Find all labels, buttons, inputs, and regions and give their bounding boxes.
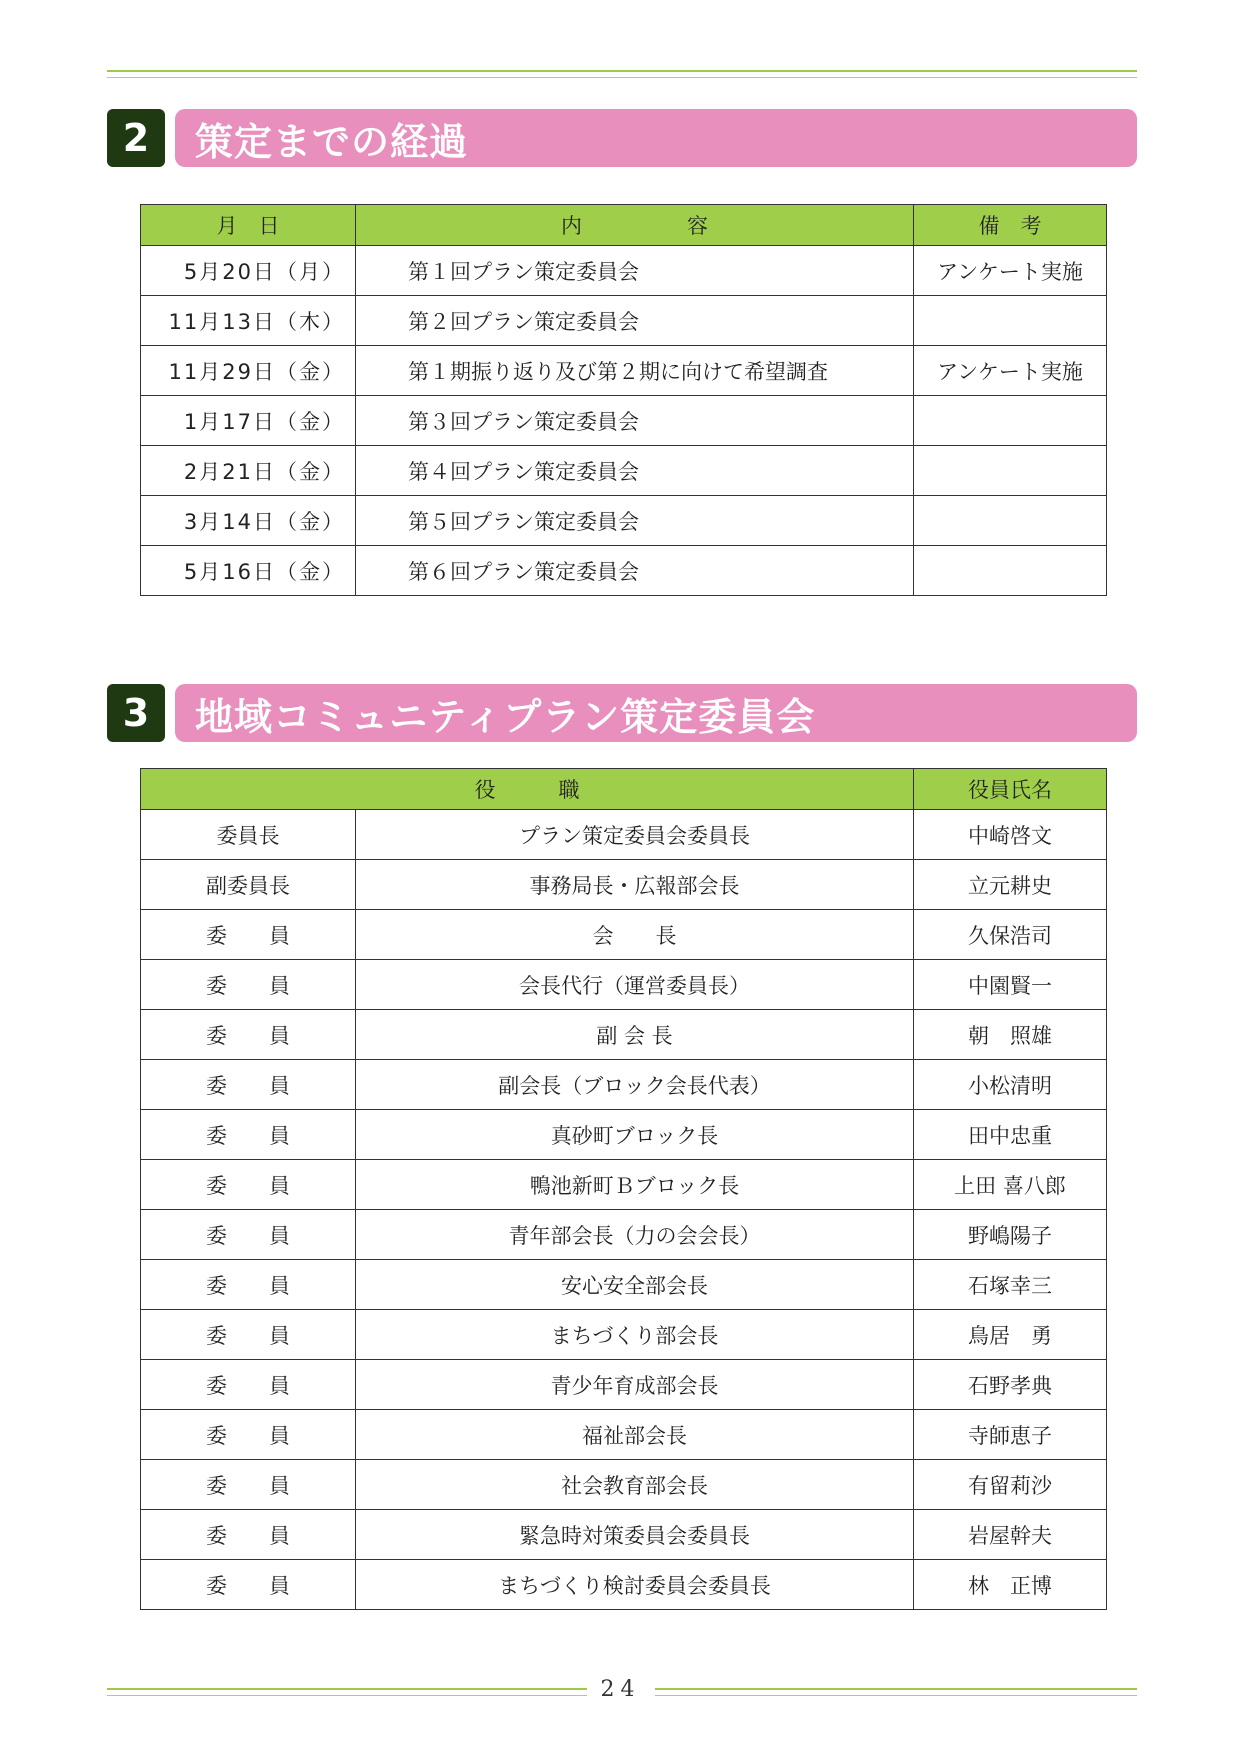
header-date: 月 日 <box>141 205 356 246</box>
cell-role: 委 員 <box>141 960 356 1010</box>
cell-name: 立元耕史 <box>914 860 1107 910</box>
cell-position: 緊急時対策委員会委員長 <box>356 1510 914 1560</box>
cell-position: プラン策定委員会委員長 <box>356 810 914 860</box>
schedule-header-row <box>141 205 1107 246</box>
cell-note <box>914 546 1107 596</box>
cell-position: まちづくり検討委員会委員長 <box>356 1560 914 1610</box>
cell-position: 鴨池新町Ｂブロック長 <box>356 1160 914 1210</box>
cell-position: 副会長（ブロック会長代表） <box>356 1060 914 1110</box>
cell-position: 事務局長・広報部会長 <box>356 860 914 910</box>
table-row <box>141 1110 1107 1160</box>
cell-name: 野嶋陽子 <box>914 1210 1107 1260</box>
cell-note <box>914 396 1107 446</box>
cell-role: 委 員 <box>141 1060 356 1110</box>
cell-position: 社会教育部会長 <box>356 1460 914 1510</box>
cell-content: 第１回プラン策定委員会 <box>356 246 914 296</box>
cell-note: アンケート実施 <box>914 246 1107 296</box>
cell-date: 1月17日（金） <box>141 396 356 446</box>
cell-date: 11月29日（金） <box>141 346 356 396</box>
table-row <box>141 1360 1107 1410</box>
cell-position: 青年部会長（力の会会長） <box>356 1210 914 1260</box>
table-row <box>141 810 1107 860</box>
table-row <box>141 1510 1107 1560</box>
table-row <box>141 396 1107 446</box>
table-row <box>141 1210 1107 1260</box>
cell-role: 委 員 <box>141 1160 356 1210</box>
cell-date: 3月14日（金） <box>141 496 356 546</box>
cell-content: 第６回プラン策定委員会 <box>356 546 914 596</box>
cell-date: 5月20日（月） <box>141 246 356 296</box>
cell-position: 副 会 長 <box>356 1010 914 1060</box>
cell-content: 第５回プラン策定委員会 <box>356 496 914 546</box>
cell-name: 朝 照雄 <box>914 1010 1107 1060</box>
table-row <box>141 346 1107 396</box>
cell-name: 石塚幸三 <box>914 1260 1107 1310</box>
cell-date: 5月16日（金） <box>141 546 356 596</box>
cell-position: 真砂町ブロック長 <box>356 1110 914 1160</box>
cell-position: 安心安全部会長 <box>356 1260 914 1310</box>
page-number: 24 <box>600 1677 641 1702</box>
cell-position: 会長代行（運営委員長） <box>356 960 914 1010</box>
cell-name: 石野孝典 <box>914 1360 1107 1410</box>
cell-role: 委 員 <box>141 910 356 960</box>
cell-position: 会 長 <box>356 910 914 960</box>
cell-name: 寺師恵子 <box>914 1410 1107 1460</box>
table-row <box>141 1060 1107 1110</box>
cell-role: 委 員 <box>141 1210 356 1260</box>
cell-name: 鳥居 勇 <box>914 1310 1107 1360</box>
table-row <box>141 860 1107 910</box>
header-name: 役員氏名 <box>914 769 1107 810</box>
cell-role: 委 員 <box>141 1310 356 1360</box>
cell-note <box>914 496 1107 546</box>
cell-note <box>914 446 1107 496</box>
cell-name: 中園賢一 <box>914 960 1107 1010</box>
cell-role: 委 員 <box>141 1410 356 1460</box>
cell-name: 久保浩司 <box>914 910 1107 960</box>
table-row <box>141 296 1107 346</box>
cell-role: 副委員長 <box>141 860 356 910</box>
table-row <box>141 1160 1107 1210</box>
table-row <box>141 1460 1107 1510</box>
cell-content: 第４回プラン策定委員会 <box>356 446 914 496</box>
section-2-number: 2 <box>107 109 165 167</box>
cell-content: 第２回プラン策定委員会 <box>356 296 914 346</box>
table-row <box>141 496 1107 546</box>
cell-role: 委 員 <box>141 1010 356 1060</box>
top-rule-pink <box>107 77 1137 78</box>
table-row <box>141 960 1107 1010</box>
cell-name: 中崎啓文 <box>914 810 1107 860</box>
cell-name: 有留莉沙 <box>914 1460 1107 1510</box>
table-row <box>141 1010 1107 1060</box>
cell-role: 委 員 <box>141 1510 356 1560</box>
cell-role: 委 員 <box>141 1360 356 1410</box>
section-2-heading <box>107 109 1137 167</box>
section-3-heading <box>107 684 1137 742</box>
committee-table <box>140 768 1107 1610</box>
cell-role: 委員長 <box>141 810 356 860</box>
cell-role: 委 員 <box>141 1460 356 1510</box>
cell-role: 委 員 <box>141 1110 356 1160</box>
cell-name: 岩屋幹夫 <box>914 1510 1107 1560</box>
table-row <box>141 1560 1107 1610</box>
table-row <box>141 910 1107 960</box>
cell-name: 林 正博 <box>914 1560 1107 1610</box>
table-row <box>141 546 1107 596</box>
cell-name: 田中忠重 <box>914 1110 1107 1160</box>
table-row <box>141 1260 1107 1310</box>
cell-date: 11月13日（木） <box>141 296 356 346</box>
cell-note <box>914 296 1107 346</box>
table-row <box>141 446 1107 496</box>
table-row <box>141 1410 1107 1460</box>
header-role: 役 職 <box>141 769 914 810</box>
cell-role: 委 員 <box>141 1560 356 1610</box>
cell-name: 小松清明 <box>914 1060 1107 1110</box>
committee-header-row <box>141 769 1107 810</box>
section-2-title: 策定までの経過 <box>175 109 1137 167</box>
table-row <box>141 246 1107 296</box>
cell-note: アンケート実施 <box>914 346 1107 396</box>
cell-position: 福祉部会長 <box>356 1410 914 1460</box>
cell-position: まちづくり部会長 <box>356 1310 914 1360</box>
cell-role: 委 員 <box>141 1260 356 1310</box>
cell-date: 2月21日（金） <box>141 446 356 496</box>
section-3-number: 3 <box>107 684 165 742</box>
cell-name: 上田 喜八郎 <box>914 1160 1107 1210</box>
cell-content: 第３回プラン策定委員会 <box>356 396 914 446</box>
schedule-table <box>140 204 1107 596</box>
table-row <box>141 1310 1107 1360</box>
header-note: 備 考 <box>914 205 1107 246</box>
top-rule-green <box>107 70 1137 72</box>
cell-position: 青少年育成部会長 <box>356 1360 914 1410</box>
section-3-title: 地域コミュニティプラン策定委員会 <box>175 684 1137 742</box>
header-content: 内 容 <box>356 205 914 246</box>
cell-content: 第１期振り返り及び第２期に向けて希望調査 <box>356 346 914 396</box>
